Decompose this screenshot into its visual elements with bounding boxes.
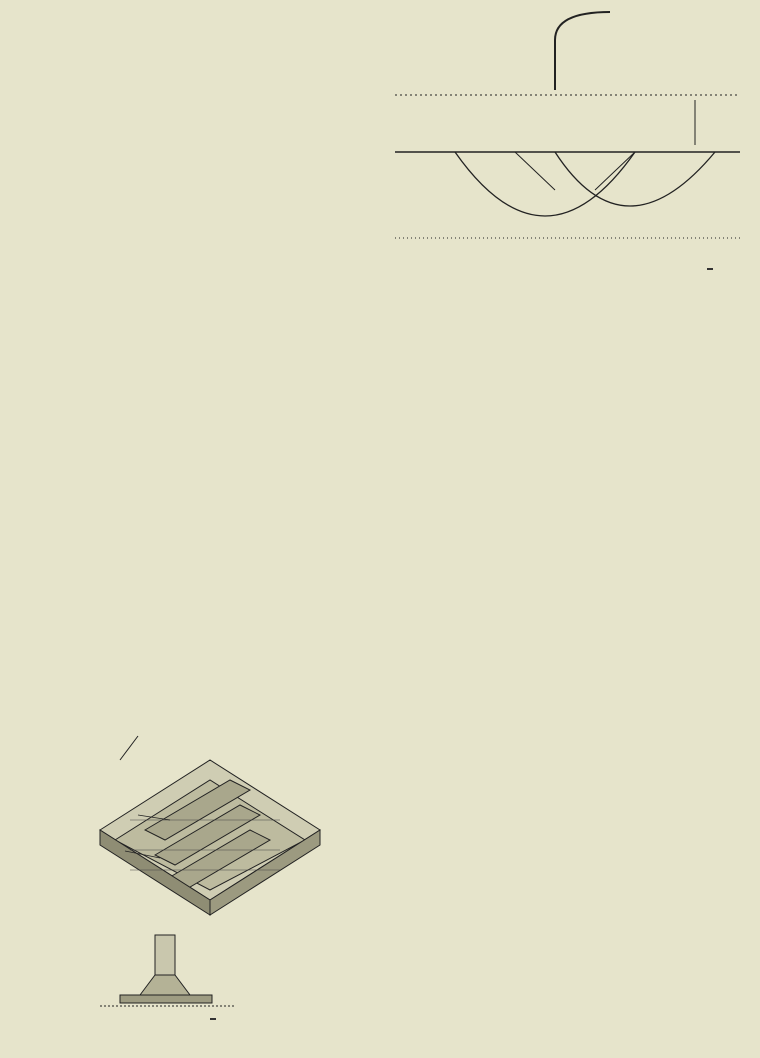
figure-2-drawing [395, 0, 755, 290]
figure-code [210, 1018, 216, 1020]
figure-1 [60, 720, 360, 1058]
figure-2 [395, 0, 755, 325]
figure-1-drawing [60, 720, 360, 1020]
left-column [8, 0, 378, 28]
figure-code [707, 268, 713, 270]
